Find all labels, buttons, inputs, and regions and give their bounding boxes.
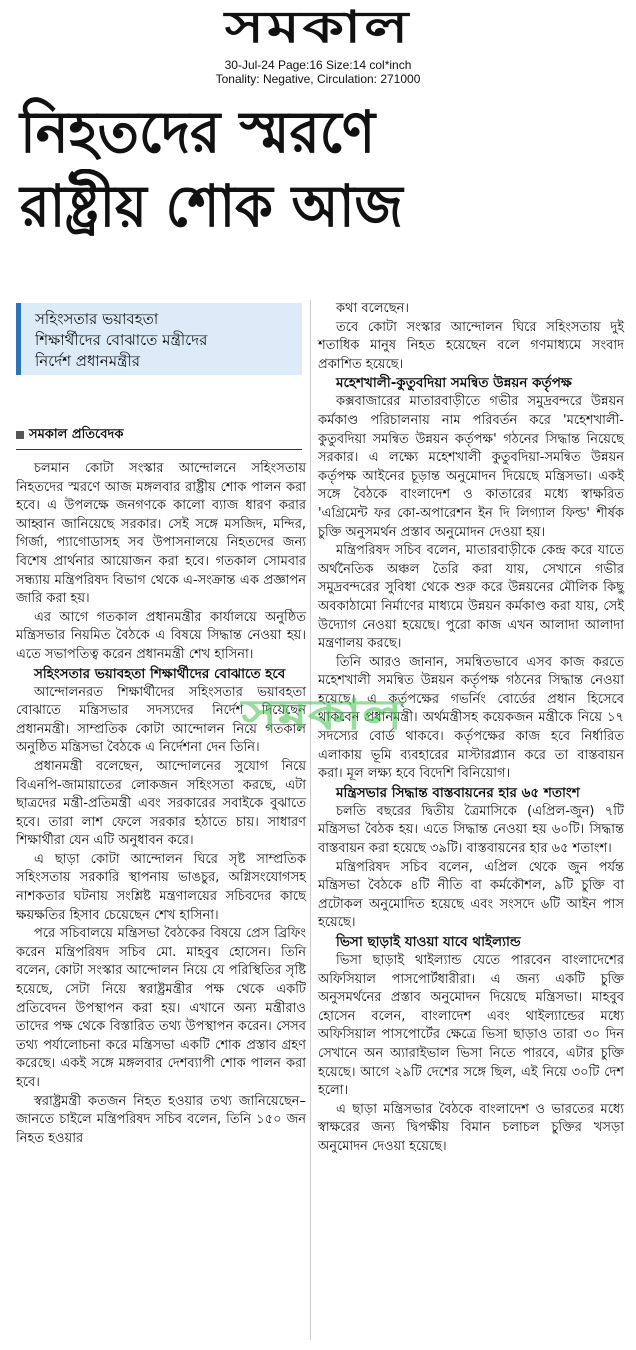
paragraph: তিনি আরও জানান, সমন্বিতভাবে এসব কাজ করতে মহেশখালী সমন্বিত উন্নয়ন কর্তৃপক্ষ গঠনের সিদ্ধান্ত নেওয়া হয়েছে। এ কর্তৃপক্ষের গভর্নিং বোর্ডের প্রধান হিসেবে থাকবেন প্রধানমন্ত্রী। অর্থমন্ত্রীসহ কয়েকজন মন্ত্রীকে নিয়ে ১৭ সদস্যের বোর্ড থাকবে। কর্তৃপক্ষের কাজ হবে নির্ধারিত এলাকায় ভূমি ব্যবহারের মাস্টারপ্ল্যান করে তা বাস্তবায়ন করা। মূল লক্ষ্য হবে বিদেশি বিনিয়োগ। [318, 654, 624, 782]
headline-line-2: রাষ্ট্রীয় শোক আজ [20, 172, 403, 240]
paragraph: স্বরাষ্ট্রমন্ত্রী কতজন নিহত হওয়ার তথ্য জানিয়েছেন– জানতে চাইলে মন্ত্রিপরিষদ সচিব বলেন, তিনি ১৫০ জন নিহত হওয়ার [16, 1093, 306, 1146]
paragraph: প্রধানমন্ত্রী বলেছেন, আন্দোলনের সুযোগ নিয়ে বিএনপি-জামায়াতের লোকজন সহিংসতা করছে, এটা ছাত্রদের মন্ত্রী-প্রতিমন্ত্রী এবং সরকারের সবাইকে বুঝাতে হবে। তারা লাশ ফেলে সরকার হঠাতে চায়। সাধারণ শিক্ষার্থীরা যেন এটি অনুধাবন করে। [16, 758, 306, 849]
paragraph: এর আগে গতকাল প্রধানমন্ত্রীর কার্যালয়ে অনুষ্ঠিত মন্ত্রিসভার নিয়মিত বৈঠকে এ বিষয়ে সিদ্ধান্ত নেওয়া হয়। এতে সভাপতিত্ব করেন প্রধানমন্ত্রী শেখ হাসিনা। [16, 609, 306, 662]
subheading: মন্ত্রিসভার সিদ্ধান্ত বাস্তবায়নের হার ৬৫ শতাংশ [336, 784, 580, 801]
column-divider [310, 300, 311, 1340]
newspaper-logo: সমকাল [224, 2, 412, 53]
article-headline [20, 95, 620, 243]
article-kicker [16, 303, 302, 375]
clipping-meta-line-1: 30-Jul-24 Page:16 Size:14 col*inch [224, 58, 412, 72]
paragraph: চলমান কোটা সংস্কার আন্দোলনে সহিংসতায় নিহতদের স্মরণে আজ মঙ্গলবার রাষ্ট্রীয় শোক পালন করা হবে। এ উপলক্ষে জনগণকে কালো ব্যাজ ধারণ করার আহ্বান জানিয়েছে সরকার। সেই সঙ্গে মসজিদ, মন্দির, গির্জা, প্যাগোডাসহ সব উপাসনালয়ে নিহতদের জন্য বিশেষ প্রার্থনার আয়োজন করা হবে। গতকাল সোমবার সন্ধ্যায় মন্ত্রিপরিষদ বিভাগ থেকে এ-সংক্রান্ত এক প্রজ্ঞাপন জারি করা হয়। [16, 461, 306, 607]
subheading: ভিসা ছাড়াই যাওয়া যাবে থাইল্যান্ড [336, 934, 521, 950]
newspaper-masthead [0, 4, 636, 52]
kicker-line-2: শিক্ষার্থীদের বোঝাতে মন্ত্রীদের [35, 331, 208, 349]
byline [16, 425, 302, 450]
newspaper-watermark: সমকাল [241, 690, 403, 739]
kicker-line-1: সহিংসতার ভয়াবহতা [35, 310, 159, 328]
paragraph: কক্সবাজারের মাতারবাড়ীতে গভীর সমুদ্রবন্দরে উন্নয়ন কর্মকাণ্ড পরিচালনায় নাম পরিবর্তন করে 'মহেশখালী-কুতুবদিয়া সমন্বিত উন্নয়ন কর্তৃপক্ষ' গঠনের সিদ্ধান্ত নিয়েছে সরকার। এ লক্ষ্যে মহেশখালী কুতুবদিয়া-সমন্বিত উন্নয়ন কর্তৃপক্ষ আইনের চূড়ান্ত অনুমোদন দিয়েছে মন্ত্রিসভা। একই সঙ্গে বৈঠকে বাংলাদেশ ও কাতারের মধ্যে স্বাক্ষরিত 'এগ্রিমেন্ট ফর কো-অপারেশন ইন দি লিগ্যাল ফিল্ড' শীর্ষক চুক্তি অনুসমর্থন প্রস্তাব অনুমোদন দেওয়া হয়। [318, 394, 624, 540]
paragraph: চলতি বছরের দ্বিতীয় ত্রৈমাসিকে (এপ্রিল-জুন) ৭টি মন্ত্রিসভা বৈঠক হয়। এতে সিদ্ধান্ত নেওয়া হয় ৬০টি। সিদ্ধান্ত বাস্তবায়ন করা হয়েছে ৩৯টি। বাস্তবায়নের হার ৬৫ শতাংশ। [318, 803, 624, 857]
kicker-line-3: নির্দেশ প্রধানমন্ত্রীর [35, 352, 140, 370]
paragraph: এ ছাড়া মন্ত্রিসভার বৈঠকে বাংলাদেশ ও ভারতের মধ্যে স্বাক্ষরের জন্য দ্বিপক্ষীয় বিমান চলাচল চুক্তির খসড়া অনুমোদন দেওয়া হয়েছে। [318, 1101, 624, 1154]
subheading: সহিংসতার ভয়াবহতা শিক্ষার্থীদের বোঝাতে হবে [34, 665, 286, 682]
paragraph: মন্ত্রিপরিষদ সচিব বলেন, এপ্রিল থেকে জুন পর্যন্ত মন্ত্রিসভা বৈঠকে ৪টি নীতি বা কর্মকৌশল, ৯টি চুক্তি বা প্রটোকল অনুমোদিত হয়েছে এবং সংসদে ৬টি আইন পাস হয়েছে। [318, 859, 624, 931]
paragraph: তবে কোটা সংস্কার আন্দোলন ঘিরে সহিংসতায় দুই শতাধিক মানুষ নিহত হয়েছেন বলে গণমাধ্যমে সংবাদ প্রকাশিত হয়েছে। [318, 319, 624, 372]
paragraph: কথা বলেছেন। [336, 301, 410, 316]
subheading: মহেশখালী-কুতুবদিয়া সমন্বিত উন্নয়ন কর্তৃপক্ষ [336, 375, 572, 392]
byline-square-icon [16, 431, 24, 439]
clipping-meta-line-2: Tonality: Negative, Circulation: 271000 [215, 72, 421, 86]
byline-text: সমকাল প্রতিবেদক [29, 427, 124, 442]
left-column [16, 460, 306, 1148]
paragraph: ভিসা ছাড়াই থাইল্যান্ড যেতে পারবেন বাংলাদেশের অফিসিয়াল পাসপোর্টধারীরা। এ জন্য একটি চুক্তি অনুসমর্থনের প্রস্তাব অনুমোদন দিয়েছে মন্ত্রিসভা। মাহবুব হোসেন বলেন, বাংলাদেশ এবং থাইল্যান্ডের মধ্যে অফিসিয়াল পাসপোর্টের ক্ষেত্রে ভিসা ছাড়াও তারা ৩০ দিন সেখানে অন অ্যারাইভাল ভিসা নিতে পারবে, এটার চুক্তি হয়েছে। আগে ২৯টি দেশের সঙ্গে ছিল, এই নিয়ে ৩০টি দেশ হলো। [318, 953, 624, 1099]
headline-line-1: নিহতদের স্মরণে [20, 98, 376, 166]
paragraph: এ ছাড়া কোটা আন্দোলন ঘিরে সৃষ্ট সাম্প্রতিক সহিংসতায় সরকারি স্থাপনায় ভাঙচুর, অগ্নিসংযোগসহ নাশকতার ঘটনায় সংশ্লিষ্ট মন্ত্রণালয়ের সচিবদের কাছে ক্ষয়ক্ষতির হিসাব চেয়েছেন শেখ হাসিনা। [16, 851, 306, 923]
paragraph: পরে সচিবালয়ে মন্ত্রিসভা বৈঠকের বিষয়ে প্রেস ব্রিফিং করেন মন্ত্রিপরিষদ সচিব মো. মাহবুব হোসেন। তিনি বলেন, কোটা সংস্কার আন্দোলন নিয়ে যে পরিস্থিতির সৃষ্টি হয়েছে, সেটা নিয়ে স্বরাষ্ট্রমন্ত্রীর পক্ষ থেকে একটি প্রতিবেদন উপস্থাপন করা হয়। এখানে অন্য মন্ত্রীরাও তাদের পক্ষ থেকে বিস্তারিত তথ্য উপস্থাপন করেন। সেসব তথ্য পর্যালোচনা করে মন্ত্রিসভা একটি শোক প্রস্তাব গ্রহণ করেছে। একই সঙ্গে মঙ্গলবার দেশব্যাপী শোক পালন করা হবে। [16, 926, 306, 1090]
paragraph: আন্দোলনরত শিক্ষার্থীদের সহিংসতার ভয়াবহতা বোঝাতে মন্ত্রিসভার সদস্যদের নির্দেশ দিয়েছেন প্রধানমন্ত্রী। সাম্প্রতিক কোটা আন্দোলন নিয়ে গতকাল অনুষ্ঠিত মন্ত্রিসভা বৈঠকে এ নির্দেশনা দেন তিনি। [16, 684, 306, 756]
paragraph: মন্ত্রিপরিষদ সচিব বলেন, মাতারবাড়ীকে কেন্দ্র করে যাতে অর্থনৈতিক অঞ্চল তৈরি করা যায়, সেখানে গভীর সমুদ্রবন্দরের সুবিধা থেকে শুরু করে উন্নয়নের মৌলিক কিছু অবকাঠামো নির্মাণের মাধ্যমে উন্নয়ন কর্মকাণ্ড করা যায়, সেই উদ্যোগ নেওয়া হয়েছে। পুরো কাজ এখন আলাদা আলাদা মন্ত্রণালয় করছে। [318, 543, 624, 652]
